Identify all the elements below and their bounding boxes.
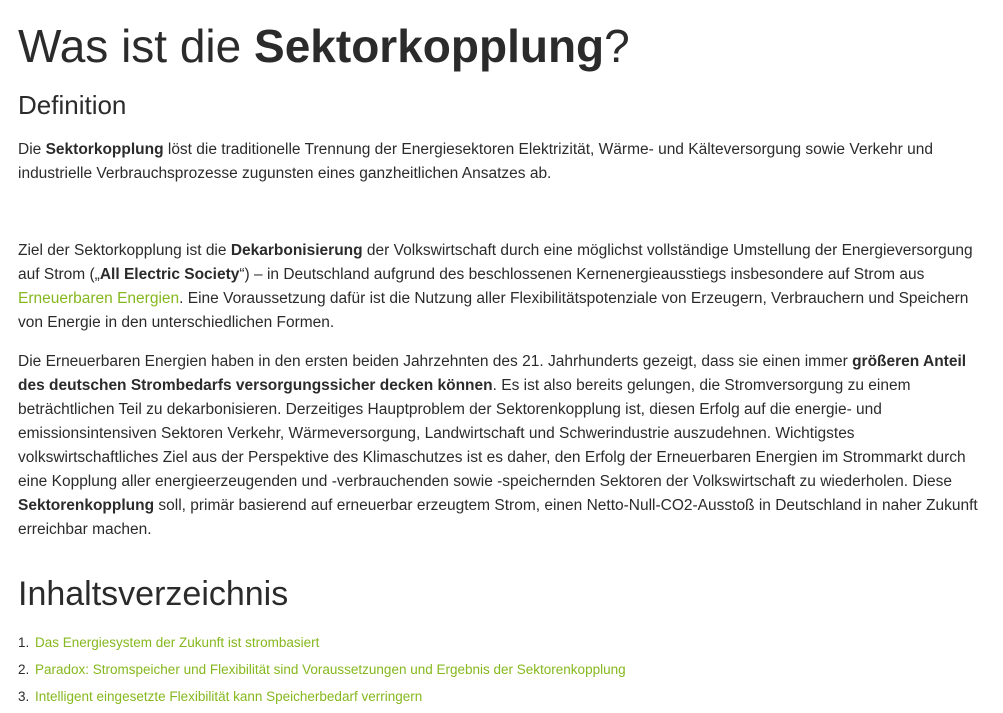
p1-text-2: löst die traditionelle Trennung der Energiesektoren Elektrizität, Wärme- und Kälteversorgung sowie Verkehr und industrielle Verbrauchsprozesse zugunsten eines ganzheitlichen Ansatzes ab. [18,141,933,182]
toc-heading: Inhaltsverzeichnis [18,575,289,613]
title-prefix: Was ist die [18,20,255,72]
toc-item [18,686,626,713]
table-of-contents [18,632,626,713]
p3-bold-2: Sektorenkopplung [18,497,155,514]
renewable-energies-link[interactable]: Erneuerbaren Energien [18,290,180,307]
section-subtitle: Definition [18,90,127,120]
toc-item [18,659,626,686]
toc-link-2[interactable]: Paradox: Stromspeicher und Flexibilität sind Voraussetzungen und Ergebnis der Sektorenkopplung [35,662,626,677]
p2-text-4: . Eine Voraussetzung dafür ist die Nutzung aller Flexibilitätspotenziale von Erzeugern, Verbrauchern und Speichern von Energie in den unterschiedlichen Formen. [18,290,969,331]
toc-item-number: 3. [18,689,30,704]
p1-text-1: Die [18,141,46,158]
toc-link-1[interactable]: Das Energiesystem der Zukunft ist strombasiert [35,635,320,650]
renewables-paragraph [18,350,986,542]
title-suffix: ? [604,20,630,72]
page-title [18,16,630,76]
p2-text-1: Ziel der Sektorkopplung ist die [18,242,231,259]
p2-text-2: der Volkswirtschaft durch eine möglichst vollständige Umstellung der Energieversorgung auf Strom („ [18,242,973,283]
title-strong: Sektorkopplung [254,20,605,72]
p2-text-3: “) – in Deutschland aufgrund des beschlossenen Kernenergieausstiegs insbesondere auf Strom aus [239,266,925,283]
p2-bold-2: All Electric Society [99,266,240,283]
p3-text-2: . Es ist also bereits gelungen, die Stromversorgung zu einem beträchtlichen Teil zu dekarbonisieren. Derzeitiges Hauptproblem der Sektorenkopplung ist, diesen Erfolg auf die energie- und emissionsintensiven Sektoren Verkehr, Wärmeversorgung, Landwirtschaft und Schwerindustrie auszudehnen. Wichtigstes volkswirtschaftliches Ziel aus der Perspektive des Klimaschutzes ist es daher, den Erfolg der Erneuerbaren Energien im Strommarkt durch eine Kopplung aller energieerzeugenden und -verbrauchenden sowie -speichernden Sektoren der Volkswirtschaft zu wiederholen. Diese [18,377,966,490]
definition-paragraph [18,138,986,186]
goal-paragraph [18,239,986,335]
toc-item-number: 1. [18,635,30,650]
p3-bold-1: größeren Anteil des deutschen Strombedarfs versorgungssicher decken können [18,353,967,394]
toc-item-number: 2. [18,662,30,677]
p3-text-3: soll, primär basierend auf erneuerbar erzeugtem Strom, einen Netto-Null-CO2-Ausstoß in Deutschland in naher Zukunft erreichbar machen. [18,497,978,538]
p1-bold-1: Sektorkopplung [45,141,164,158]
toc-item [18,632,626,659]
p3-text-1: Die Erneuerbaren Energien haben in den ersten beiden Jahrzehnten des 21. Jahrhunderts gezeigt, dass sie einen immer [18,353,853,370]
toc-link-3[interactable]: Intelligent eingesetzte Flexibilität kann Speicherbedarf verringern [35,689,423,704]
p2-bold-1: Dekarbonisierung [230,242,363,259]
